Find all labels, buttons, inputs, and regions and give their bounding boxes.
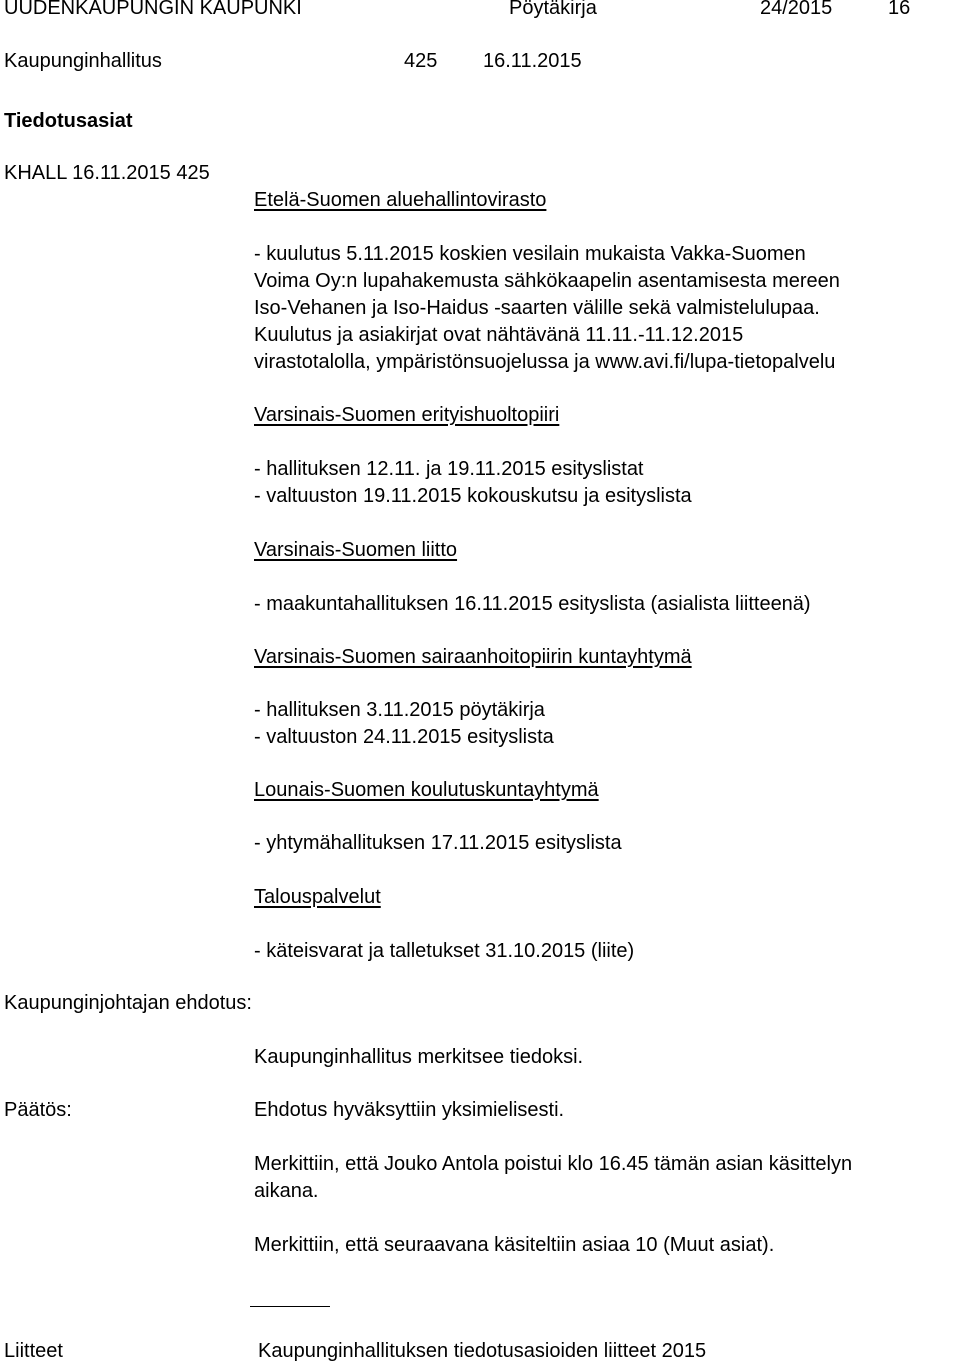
document-type: Pöytäkirja — [509, 0, 597, 19]
item-heading-koulutuskuntayhtyma: Lounais-Suomen koulutuskuntayhtymä — [254, 779, 599, 801]
item-line: - hallituksen 3.11.2015 pöytäkirja — [254, 699, 545, 721]
proposal-text: Kaupunginhallitus merkitsee tiedoksi. — [254, 1046, 584, 1068]
attachments-text: Kaupunginhallituksen tiedotusasioiden liitteet 2015 — [258, 1340, 707, 1362]
item-line: Kuulutus ja asiakirjat ovat nähtävänä 11.11.-11.12.2015 — [254, 324, 744, 346]
item-line: Voima Oy:n lupahakemusta sähkökaapelin asentamisesta mereen — [254, 270, 840, 292]
item-line: - maakuntahallituksen 16.11.2015 esityslista (asialista liitteenä) — [254, 593, 811, 615]
proposal-label: Kaupunginjohtajan ehdotus: — [4, 992, 252, 1014]
decision-label: Päätös: — [4, 1099, 72, 1121]
decision-note: Merkittiin, että seuraavana käsiteltiin asiaa 10 (Muut asiat). — [254, 1234, 775, 1256]
item-line: - yhtymähallituksen 17.11.2015 esityslista — [254, 832, 622, 854]
attachments-label: Liitteet — [4, 1340, 63, 1362]
item-heading-talouspalvelut: Talouspalvelut — [254, 886, 381, 908]
item-heading-erityishuoltopiiri: Varsinais-Suomen erityishuoltopiiri — [254, 404, 560, 426]
document-number: 24/2015 — [760, 0, 833, 19]
body-name: Kaupunginhallitus — [4, 50, 162, 72]
page-number: 16 — [888, 0, 911, 19]
item-line: - käteisvarat ja talletukset 31.10.2015 (liite) — [254, 940, 635, 962]
org-name: UUDENKAUPUNGIN KAUPUNKI — [4, 0, 302, 19]
decision-note: Merkittiin, että Jouko Antola poistui klo 16.45 tämän asian käsittelyn — [254, 1153, 853, 1175]
item-line: virastotalolla, ympäristönsuojelussa ja www.avi.fi/lupa-tietopalvelu — [254, 351, 836, 373]
item-line: Iso-Vehanen ja Iso-Haidus -saarten välille sekä valmistelulupaa. — [254, 297, 820, 319]
item-line: - valtuuston 24.11.2015 esityslista — [254, 726, 554, 748]
meeting-date: 16.11.2015 — [483, 50, 582, 72]
item-heading-sairaanhoitopiiri: Varsinais-Suomen sairaanhoitopiirin kuntayhtymä — [254, 646, 692, 668]
decision-text: Ehdotus hyväksyttiin yksimielisesti. — [254, 1099, 565, 1121]
item-heading-avi: Etelä-Suomen aluehallintovirasto — [254, 189, 547, 211]
item-line: - valtuuston 19.11.2015 kokouskutsu ja esityslista — [254, 485, 692, 507]
separator-line — [250, 1306, 330, 1307]
page-title: Tiedotusasiat — [4, 110, 133, 132]
item-heading-liitto: Varsinais-Suomen liitto — [254, 539, 458, 561]
section-number: 425 — [404, 50, 438, 72]
decision-note: aikana. — [254, 1180, 319, 1202]
item-line: - kuulutus 5.11.2015 koskien vesilain mukaista Vakka-Suomen — [254, 243, 806, 265]
reference-code: KHALL 16.11.2015 425 — [4, 162, 210, 184]
item-line: - hallituksen 12.11. ja 19.11.2015 esityslistat — [254, 458, 644, 480]
